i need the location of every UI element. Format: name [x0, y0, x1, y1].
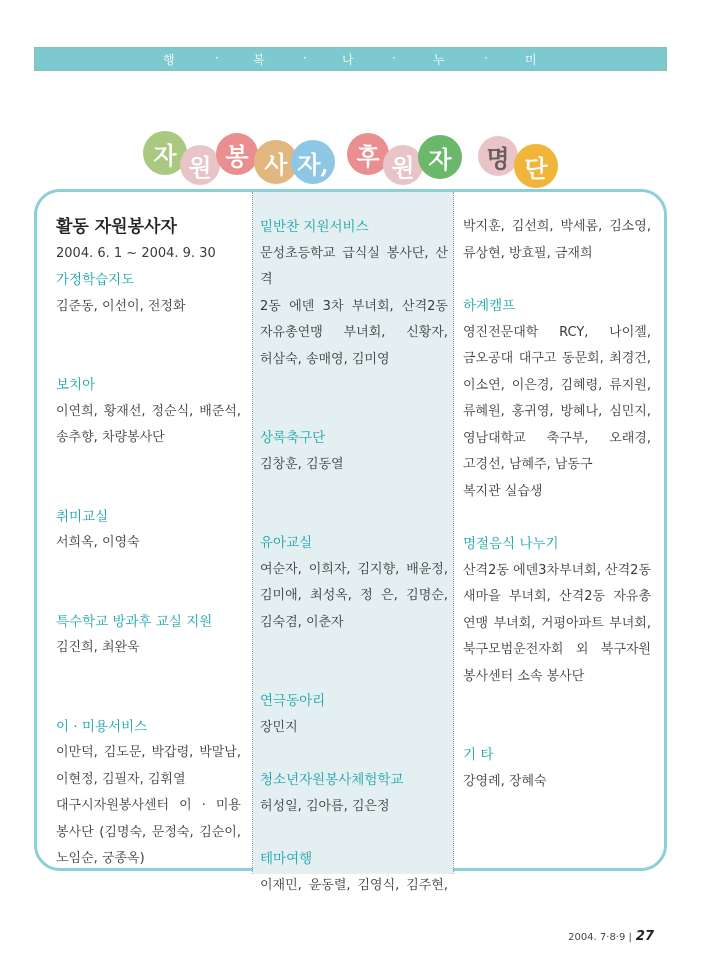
- name-line: 이연희, 황재선, 정순식, 배준석,: [56, 403, 241, 419]
- title-bubble: 자: [143, 131, 187, 175]
- title-bubble: 사: [254, 140, 298, 184]
- name-line: 장민지: [260, 719, 298, 735]
- header-dot: ·: [215, 51, 219, 65]
- header-dot: ·: [484, 51, 488, 65]
- name-line: 서희옥, 이영숙: [56, 535, 140, 550]
- name-line: 영남대학교 축구부, 오래경,: [463, 430, 651, 446]
- name-line: 대구시자원봉사센터 이 · 미용: [56, 798, 241, 813]
- name-line: 봉사단 (김명숙, 문정숙, 김순이,: [56, 824, 241, 840]
- column-3: [463, 214, 651, 795]
- category-heading: 기 타: [463, 747, 494, 763]
- content-frame: [34, 189, 667, 893]
- name-line: 김미애, 최성옥, 정 은, 김명순,: [260, 588, 448, 603]
- period-text: 2004. 6. 1 ~ 2004. 9. 30: [56, 245, 216, 261]
- category-heading: 연극동아리: [260, 693, 326, 709]
- category-heading: 유아교실: [260, 535, 313, 551]
- category-heading: 가정학습지도: [56, 272, 135, 288]
- title-bubble: 원: [383, 145, 423, 185]
- category-heading: 보치아: [56, 377, 96, 393]
- name-line: 금오공대 대구고 동문회, 최경건,: [463, 351, 651, 366]
- name-line: 이만덕, 김도문, 박갑령, 박말남,: [56, 745, 241, 760]
- category-heading: 테마여행: [260, 851, 313, 867]
- name-line: 류상현, 방효필, 금재희: [463, 245, 593, 261]
- category-heading: 밑반찬 지원서비스: [260, 219, 369, 235]
- category-heading: 이 · 미용서비스: [56, 718, 148, 735]
- name-line: 새마을 부녀회, 산격2동 자유총: [463, 589, 651, 604]
- name-line: 김진희, 최완욱: [56, 640, 140, 655]
- title-bubble: 자: [418, 135, 462, 179]
- name-line: 김준동, 이선이, 전정화: [56, 298, 186, 314]
- name-line: 이재민, 윤동렬, 김영식, 김주현,: [260, 877, 448, 893]
- name-line: 연맹 부녀회, 거평아파트 부녀회,: [463, 615, 651, 631]
- name-line: 박지훈, 김선희, 박세롬, 김소영,: [463, 219, 651, 234]
- name-line: 복지관 실습생: [463, 483, 543, 499]
- header-dot: ·: [303, 51, 307, 65]
- name-line: 허성일, 김아름, 김은정: [260, 798, 390, 814]
- name-line: 김창훈, 김동열: [260, 456, 344, 472]
- category-heading: 명절음식 나누기: [463, 536, 559, 552]
- name-line: 문성초등학교 급식실 봉사단, 산격: [260, 245, 448, 287]
- name-line: 허삼숙, 송매영, 김미영: [260, 351, 390, 367]
- name-line: 이현정, 김필자, 김휘열: [56, 771, 186, 787]
- name-line: 여순자, 이희자, 김지향, 배윤정,: [260, 561, 448, 577]
- name-line: 2동 에덴 3차 부녀회, 산격2동: [260, 298, 448, 314]
- category-heading: 특수학교 방과후 교실 지원: [56, 613, 213, 630]
- name-line: 김숙겸, 이춘자: [260, 614, 344, 630]
- name-line: 자유총연맹 부녀회, 신황자,: [260, 325, 448, 340]
- name-line: 류혜원, 홍귀영, 방혜나, 심민지,: [463, 404, 651, 419]
- category-heading: 상록축구단: [260, 430, 326, 446]
- name-line: 강영례, 장혜숙: [463, 773, 547, 789]
- title-bubbles: [0, 0, 702, 200]
- column-divider: [252, 192, 253, 874]
- page-footer: [568, 929, 654, 944]
- title-bubble: 원: [180, 145, 220, 185]
- page-number: 27: [635, 929, 654, 944]
- category-heading: 청소년자원봉사체험학교: [260, 772, 404, 788]
- header-dot: ·: [392, 51, 396, 65]
- category-heading: 하계캠프: [463, 298, 516, 314]
- name-line: 영진전문대학 RCY, 나이젤,: [463, 324, 651, 340]
- column-1: [56, 214, 241, 873]
- header-letter: 복: [253, 53, 265, 67]
- column-2: [260, 214, 448, 899]
- name-line: 고경선, 남혜주, 남동구: [463, 457, 593, 472]
- name-line: 북구모범운전자회 외 북구자원: [463, 642, 651, 657]
- header-letter: 행: [163, 53, 175, 67]
- header-letter: 미: [525, 53, 537, 67]
- category-heading: 취미교실: [56, 508, 109, 525]
- name-line: 이소연, 이은경, 김혜령, 류지원,: [463, 377, 651, 393]
- title-bubble: 명: [478, 136, 518, 176]
- name-line: 송추향, 차량봉사단: [56, 430, 165, 445]
- header-letter: 나: [342, 53, 354, 67]
- title-bubble: 자,: [291, 140, 335, 184]
- header-letter: 누: [433, 53, 445, 67]
- issue-date: 2004. 7·8·9 |: [568, 932, 632, 943]
- name-line: 봉사센터 소속 봉사단: [463, 668, 585, 684]
- name-line: 노임순, 궁종옥): [56, 851, 145, 866]
- title-bubble: 봉: [216, 133, 258, 175]
- title-bubble: 후: [347, 133, 389, 175]
- section-title: 활동 자원봉사자: [56, 217, 177, 237]
- column-divider: [453, 192, 454, 874]
- name-line: 산격2동 에덴3차부녀회, 산격2동: [463, 562, 651, 578]
- title-bubble: 단: [514, 144, 558, 188]
